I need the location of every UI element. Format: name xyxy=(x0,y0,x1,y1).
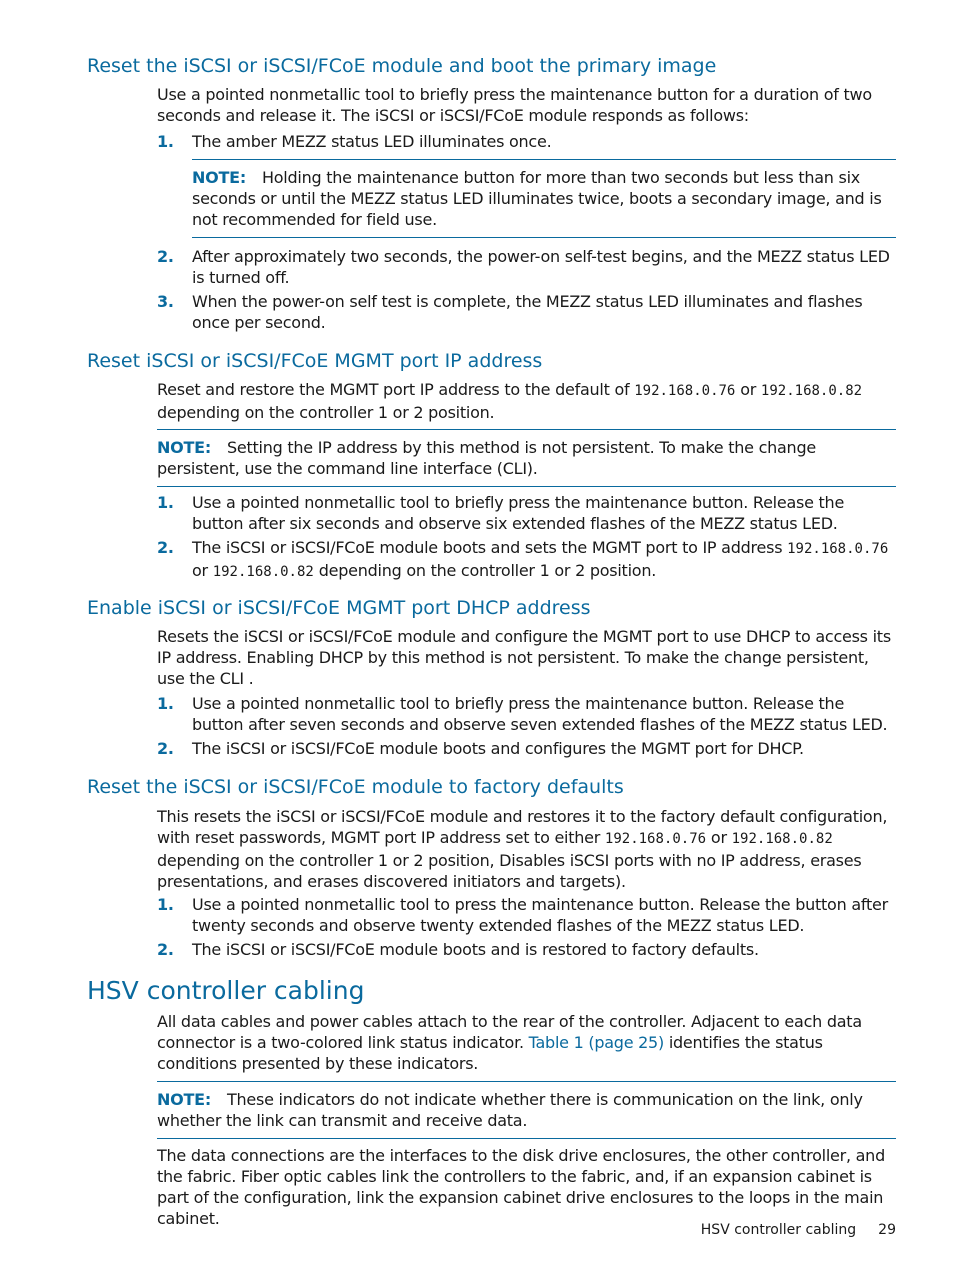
text-run: or xyxy=(192,561,213,580)
ip-address: 192.168.0.76 xyxy=(634,383,736,399)
paragraph: The data connections are the interfaces to the disk drive enclosures, the other controller, and the fabric. Fiber optic cables link the controllers to the fabric, and, if an expansion cabinet is part of the configuration, link the expansion cabinet drive enclosures to the loops in the main cabinet. xyxy=(157,1146,885,1228)
ip-address: 192.168.0.76 xyxy=(787,541,889,557)
text-run: All data cables and power cables attach to the rear of the controller. Adjacent to each data connector is a two-colored link status indicator. xyxy=(157,1012,862,1052)
text-run: The iSCSI or iSCSI/FCoE module boots and sets the MGMT port to IP address xyxy=(192,538,788,557)
list-item xyxy=(157,939,897,960)
note-text: Holding the maintenance button for more than two seconds but less than six seconds or until the MEZZ status LED illuminates twice, boots a secondary image, and is not recommended for field use. xyxy=(192,168,882,229)
note-box xyxy=(157,429,896,487)
list-number: 3. xyxy=(157,292,174,311)
text-run: depending on the controller 1 or 2 position. xyxy=(157,403,495,422)
list-text: Use a pointed nonmetallic tool to briefly press the maintenance button. Release the button after six seconds and observe six extended flashes of the MEZZ status LED. xyxy=(192,493,845,533)
section-heading-boot-primary-image: Reset the iSCSI or iSCSI/FCoE module and boot the primary image xyxy=(87,55,717,77)
text-run: identifies the status conditions presented by these indicators. xyxy=(157,1033,823,1073)
list-item xyxy=(157,246,897,288)
text-run: depending on the controller 1 or 2 position, Disables iSCSI ports with no IP address, erases presentations, and erases discovered initiators and targets). xyxy=(157,851,862,891)
note-label: NOTE: xyxy=(192,168,246,187)
list-text: After approximately two seconds, the power-on self-test begins, and the MEZZ status LED is turned off. xyxy=(192,247,890,287)
list-item xyxy=(157,131,897,152)
list-number: 2. xyxy=(157,247,174,266)
list-item xyxy=(157,738,897,759)
section-heading-dhcp: Enable iSCSI or iSCSI/FCoE MGMT port DHCP address xyxy=(87,597,591,619)
list-text: The iSCSI or iSCSI/FCoE module boots and is restored to factory defaults. xyxy=(192,940,759,959)
list-item xyxy=(157,693,897,735)
list-item xyxy=(157,537,897,583)
text-run: This resets the iSCSI or iSCSI/FCoE module and restores it to the factory default configuration, with reset passwords, MGMT port IP address set to either xyxy=(157,807,888,847)
note-box xyxy=(157,1081,896,1139)
ip-address: 192.168.0.76 xyxy=(604,831,707,847)
list-text: Use a pointed nonmetallic tool to briefly press the maintenance button. Release the button after seven seconds and observe seven extended flashes of the MEZZ status LED. xyxy=(192,694,888,734)
list-number: 1. xyxy=(157,132,174,151)
list-number: 1. xyxy=(157,493,174,512)
paragraph xyxy=(157,806,897,892)
note-label: NOTE: xyxy=(157,1090,211,1109)
note-text: These indicators do not indicate whether there is communication on the link, only whether the link can transmit and receive data. xyxy=(157,1090,863,1130)
section-heading-factory-defaults: Reset the iSCSI or iSCSI/FCoE module to factory defaults xyxy=(87,776,624,798)
list-number: 1. xyxy=(157,694,174,713)
chapter-heading-hsv-controller-cabling: HSV controller cabling xyxy=(87,976,365,1005)
table-cross-reference-link[interactable]: Table 1 (page 25) xyxy=(528,1033,664,1052)
note-label: NOTE: xyxy=(157,438,211,457)
footer-section-title: HSV controller cabling xyxy=(700,1222,857,1238)
list-text: The iSCSI or iSCSI/FCoE module boots and configures the MGMT port for DHCP. xyxy=(192,739,804,758)
ip-address: 192.168.0.82 xyxy=(731,831,833,847)
list-text: When the power-on self test is complete, the MEZZ status LED illuminates and flashes once per second. xyxy=(192,292,863,332)
section-heading-mgmt-port-ip: Reset iSCSI or iSCSI/FCoE MGMT port IP address xyxy=(87,350,543,372)
list-text: The amber MEZZ status LED illuminates once. xyxy=(192,132,552,151)
list-text xyxy=(192,537,897,583)
paragraph: Use a pointed nonmetallic tool to briefly press the maintenance button for a duration of two seconds and release it. The iSCSI or iSCSI/FCoE module responds as follows: xyxy=(157,85,872,125)
page-footer xyxy=(701,1222,896,1238)
list-number: 2. xyxy=(157,940,174,959)
list-number: 2. xyxy=(157,538,174,557)
list-number: 1. xyxy=(157,895,174,914)
list-text: Use a pointed nonmetallic tool to press the maintenance button. Release the button after twenty seconds and observe twenty extended flashes of the MEZZ status LED. xyxy=(192,895,888,935)
note-text: Setting the IP address by this method is not persistent. To make the change persistent, use the command line interface (CLI). xyxy=(157,438,816,478)
list-item xyxy=(157,894,897,936)
paragraph xyxy=(157,379,897,423)
text-run: or xyxy=(735,380,761,399)
paragraph: Resets the iSCSI or iSCSI/FCoE module and configure the MGMT port to use DHCP to access its IP address. Enabling DHCP by this method is not persistent. To make the change persistent, use the CLI . xyxy=(157,627,891,688)
note-box xyxy=(192,159,896,238)
list-item xyxy=(157,291,897,333)
list-item xyxy=(157,492,897,534)
list-number: 2. xyxy=(157,739,174,758)
text-run: Reset and restore the MGMT port IP address to the default of xyxy=(157,380,635,399)
ip-address: 192.168.0.82 xyxy=(760,383,863,399)
page-number: 29 xyxy=(878,1222,896,1238)
text-run: depending on the controller 1 or 2 position. xyxy=(313,561,657,580)
ip-address: 192.168.0.82 xyxy=(212,564,314,580)
text-run: or xyxy=(706,828,732,847)
paragraph xyxy=(157,1011,897,1074)
